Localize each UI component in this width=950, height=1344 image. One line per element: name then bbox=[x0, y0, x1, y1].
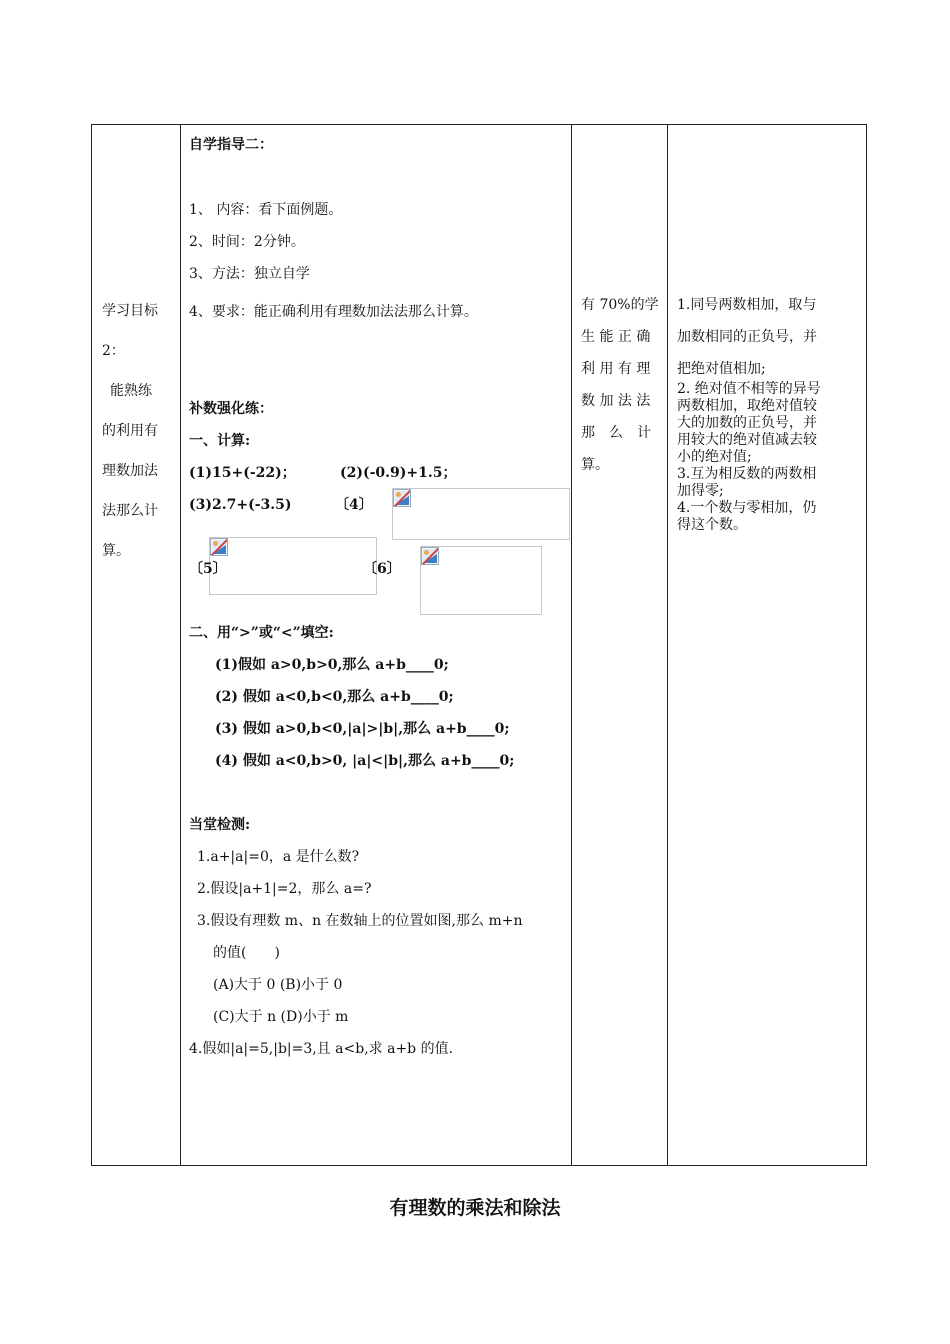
guide-item: 1、 内容：看下面例题。 bbox=[189, 202, 343, 218]
practice-item-6: 〔6〕 bbox=[363, 561, 401, 577]
rule-line: 3.互为相反数的两数相 bbox=[677, 466, 817, 482]
rule-line: 2. 绝对值不相等的异号 bbox=[677, 381, 821, 397]
outcome-line: 数 加 法 法 bbox=[581, 393, 651, 409]
guide-item: 4、要求：能正确利用有理数加法法那么计算。 bbox=[189, 304, 478, 320]
guide-item: 3、方法：独立自学 bbox=[189, 266, 310, 282]
guide-item: 2、时间：2分钟。 bbox=[189, 234, 305, 250]
rule-line: 加得零; bbox=[677, 483, 724, 499]
check-question: 4.假如|a|=5,|b|=3,且 a<b,求 a+b 的值. bbox=[189, 1041, 454, 1057]
fill-item: (2) 假如 a<0,b<0,那么 a+b____0; bbox=[215, 689, 454, 705]
outcome-line: 那 么 计 bbox=[581, 425, 651, 441]
rule-line: 用较大的绝对值减去较 bbox=[677, 432, 817, 448]
check-question: 的值( ) bbox=[213, 945, 280, 961]
rule-line: 把绝对值相加; bbox=[677, 361, 766, 377]
rule-line: 大的加数的正负号，并 bbox=[677, 415, 817, 431]
practice-item-2: (2)(-0.9)+1.5； bbox=[340, 465, 457, 481]
fill-item: (1)假如 a>0,b>0,那么 a+b____0; bbox=[215, 657, 449, 673]
objective-line: 法那么计 bbox=[102, 503, 158, 519]
fill-item: (4) 假如 a<0,b>0, |a|<|b|,那么 a+b____0; bbox=[215, 753, 515, 769]
objective-cell bbox=[92, 125, 180, 1165]
outcome-cell bbox=[571, 125, 667, 1165]
objective-line: 理数加法 bbox=[102, 463, 158, 479]
check-question: 2.假设|a+1|=2，那么 a=? bbox=[197, 881, 372, 897]
objective-line: 的利用有 bbox=[102, 423, 158, 439]
rule-line: 两数相加，取绝对值较 bbox=[677, 398, 817, 414]
outcome-line: 有 70%的学 bbox=[581, 297, 659, 313]
section-title: 有理数的乘法和除法 bbox=[389, 1197, 561, 1219]
objective-line: 算。 bbox=[102, 543, 130, 559]
rule-line: 加数相同的正负号，并 bbox=[677, 329, 817, 345]
practice-item-3: (3)2.7+(-3.5) bbox=[189, 497, 292, 513]
objective-line: 2： bbox=[102, 343, 125, 359]
practice-subheading: 一、计算: bbox=[189, 433, 251, 449]
fill-item: (3) 假如 a>0,b<0,|a|>|b|,那么 a+b____0; bbox=[215, 721, 510, 737]
content-cell bbox=[180, 125, 571, 1165]
rule-line: 1.同号两数相加，取与 bbox=[677, 297, 817, 313]
practice-item-5: 〔5〕 bbox=[189, 561, 227, 577]
outcome-line: 生 能 正 确 bbox=[581, 329, 651, 345]
outcome-line: 利 用 有 理 bbox=[581, 361, 651, 377]
formula-image-placeholder bbox=[420, 546, 542, 615]
practice-heading: 补数强化练： bbox=[189, 401, 273, 417]
check-option: (A)大于 0 (B)小于 0 bbox=[213, 977, 343, 993]
check-question: 3.假设有理数 m、n 在数轴上的位置如图,那么 m+n bbox=[197, 913, 523, 929]
broken-image-icon bbox=[421, 547, 439, 565]
rule-line: 4.一个数与零相加，仍 bbox=[677, 500, 817, 516]
check-option: (C)大于 n (D)小于 m bbox=[213, 1009, 349, 1025]
guide-heading: 自学指导二： bbox=[189, 137, 273, 153]
rule-line: 得这个数。 bbox=[677, 517, 747, 533]
formula-image-placeholder bbox=[392, 488, 570, 540]
check-question: 1.a+|a|=0，a 是什么数? bbox=[197, 849, 360, 865]
fill-heading: 二、用“>”或“<”填空: bbox=[189, 625, 334, 641]
formula-image-placeholder bbox=[209, 537, 377, 595]
rule-line: 小的绝对值; bbox=[677, 449, 752, 465]
rules-cell bbox=[667, 125, 867, 1165]
check-heading: 当堂检测: bbox=[189, 817, 251, 833]
lesson-table bbox=[91, 124, 867, 1166]
broken-image-icon bbox=[210, 538, 228, 556]
broken-image-icon bbox=[393, 489, 411, 507]
practice-item-1: (1)15+(-22)； bbox=[189, 465, 296, 481]
objective-line: 能熟练 bbox=[110, 383, 152, 399]
objective-line: 学习目标 bbox=[102, 303, 158, 319]
outcome-line: 算。 bbox=[581, 457, 609, 473]
practice-item-4: 〔4〕 bbox=[335, 497, 373, 513]
